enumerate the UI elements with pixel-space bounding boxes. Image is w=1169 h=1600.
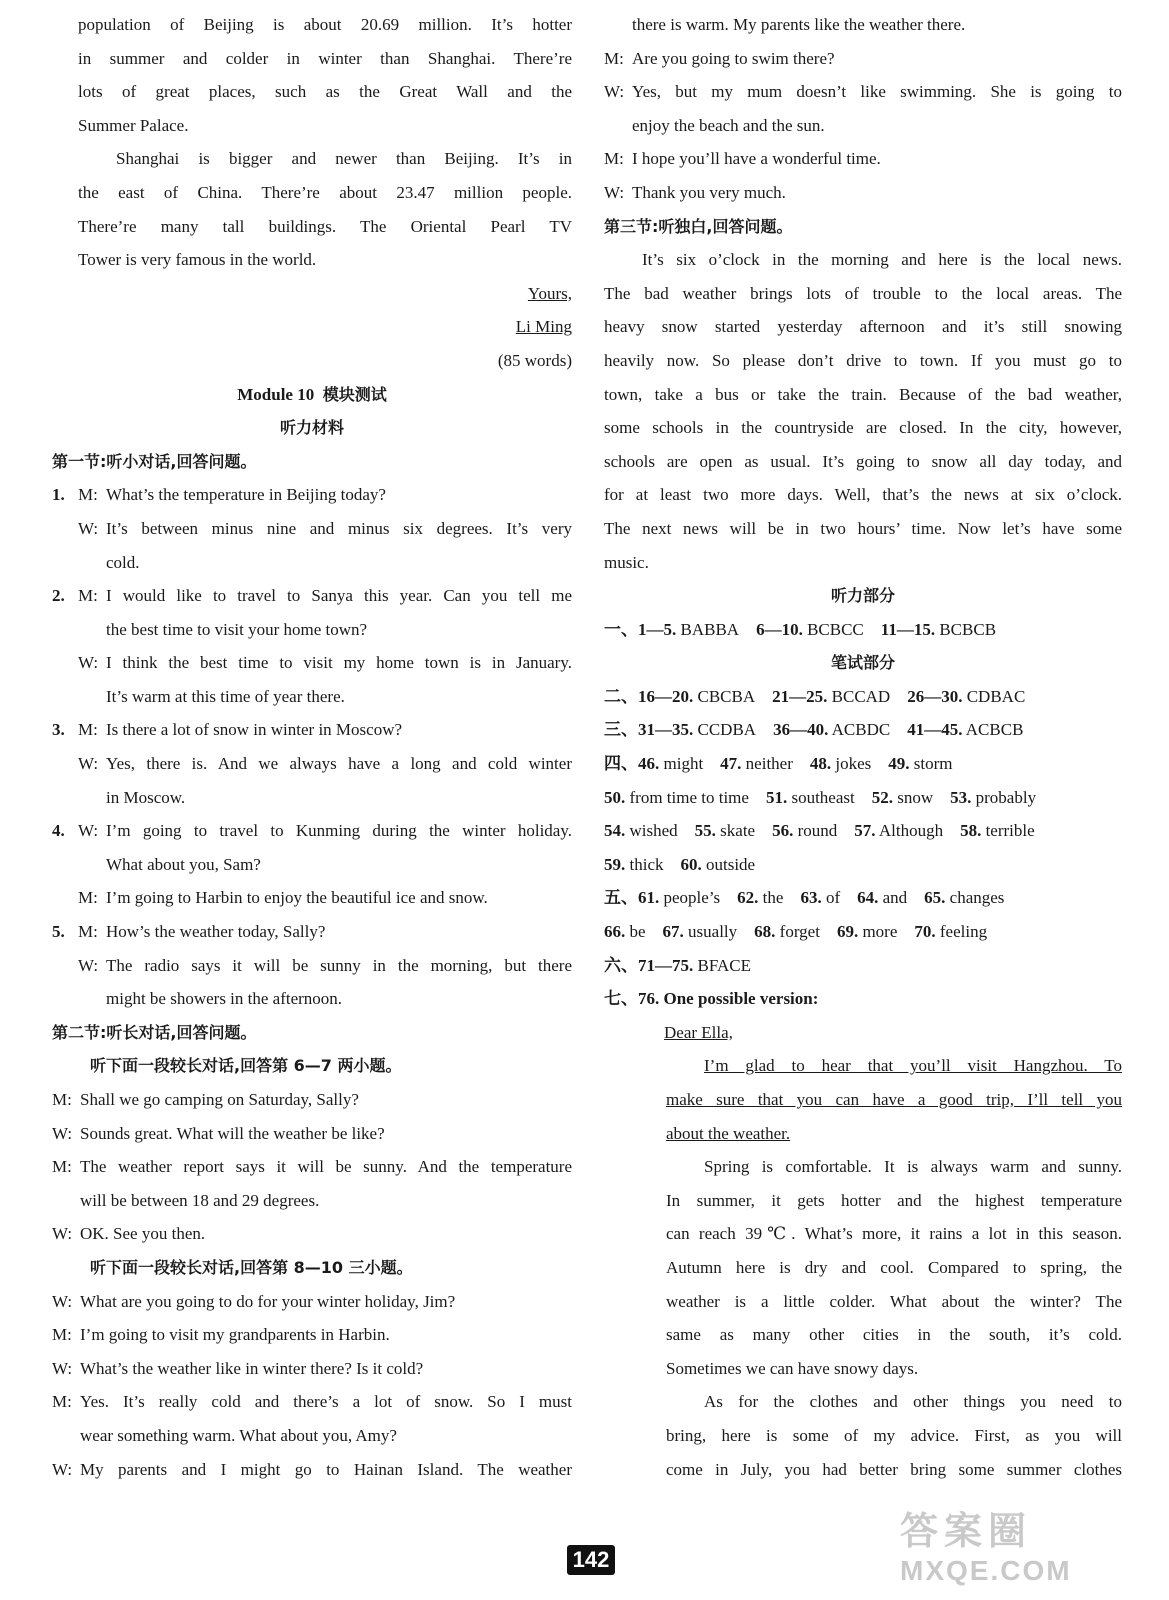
letter-line: lots of great places, such as the Great Wall and the — [78, 82, 572, 102]
listening-answers — [604, 613, 1122, 647]
section-title: 听力材料 — [279, 418, 344, 438]
answer-value: feeling — [939, 922, 988, 942]
answer-value: BABBA — [680, 619, 740, 639]
speaker-label: M: — [52, 1325, 72, 1345]
dialogue-line — [52, 1117, 572, 1151]
question-number: 4. — [52, 821, 65, 841]
answers-section-5 — [604, 881, 1122, 915]
answer-value: wished — [629, 821, 678, 841]
answer-value: outside — [706, 854, 756, 874]
dialogue-line — [52, 1150, 572, 1184]
dialogue-text: I’m going to Harbin to enjoy the beautiful ice and snow. — [106, 888, 488, 908]
dialogue-text: I’m going to visit my grandparents in Harbin. — [80, 1325, 390, 1345]
dialogue-text: will be between 18 and 29 degrees. — [80, 1190, 320, 1210]
answer-value: more — [862, 922, 898, 942]
speaker-label: M: — [52, 1157, 72, 1177]
monologue-line: heavy snow started yesterday afternoon and it’s still snowing — [604, 317, 1122, 337]
dialogue-text: How’s the weather today, Sally? — [106, 922, 326, 942]
speaker-label: W: — [78, 955, 99, 975]
dialogue-text: wear something warm. What about you, Amy? — [80, 1425, 397, 1445]
answer-label: 三、31—35. — [604, 720, 694, 740]
dialogue-line — [52, 1318, 572, 1352]
dialogue-line — [604, 176, 1122, 210]
answer-value: southeast — [791, 787, 855, 807]
answer-label: 66. — [604, 922, 626, 942]
dialogue-line — [52, 1385, 572, 1419]
letter-signature: Li Ming — [515, 317, 572, 337]
speaker-label: W: — [52, 1358, 73, 1378]
speaker-label: M: — [78, 485, 98, 505]
answer-value: BCCAD — [831, 686, 891, 706]
answer-value: CDBAC — [966, 686, 1026, 706]
answer-label: 55. — [694, 821, 716, 841]
answers-section-4 — [604, 747, 1122, 781]
dialogue-line — [52, 1083, 572, 1117]
answer-value: ACBCB — [965, 720, 1024, 740]
speaker-label: W: — [78, 821, 99, 841]
answer-value: might — [663, 754, 704, 774]
dialogue-line — [52, 713, 572, 747]
dialogue-line — [52, 1217, 572, 1251]
dialogue-text: It’s warm at this time of year there. — [106, 686, 345, 706]
speaker-label: M: — [78, 586, 98, 606]
monologue-line: The bad weather brings lots of trouble to the local areas. The — [604, 283, 1122, 303]
essay-line: can reach 39℃. What’s more, it rains a lot in this season. — [666, 1224, 1122, 1244]
essay-line: come in July, you had better bring some summer clothes — [666, 1459, 1122, 1479]
monologue-line: It’s six o’clock in the morning and here is the local news. — [642, 250, 1122, 270]
dialogue-line — [52, 1184, 572, 1218]
answers-section-3 — [604, 713, 1122, 747]
letter-line: Tower is very famous in the world. — [78, 250, 317, 270]
dialogue-line — [52, 680, 572, 714]
dialogue-text: The radio says it will be sunny in the morning, but there — [106, 955, 572, 975]
answer-value: from time to time — [629, 787, 749, 807]
dialogue-line — [52, 646, 572, 680]
answer-label: 57. — [854, 821, 876, 841]
dialogue-line — [52, 781, 572, 815]
dialogue-text: Yes, there is. And we always have a long and cold winter — [106, 754, 572, 774]
part1-heading: 第一节:听小对话,回答问题。 — [52, 451, 257, 471]
answer-label: 63. — [800, 888, 822, 908]
answer-label: 21—25. — [772, 686, 828, 706]
speaker-label: W: — [78, 653, 99, 673]
speaker-label: W: — [52, 1459, 73, 1479]
letter-line: Summer Palace. — [78, 115, 189, 135]
right-column — [604, 8, 1122, 1486]
answers-section-4 — [604, 848, 1122, 882]
answers-section-5 — [604, 915, 1122, 949]
answer-label: 41—45. — [907, 720, 963, 740]
dialogue-line — [52, 881, 572, 915]
dialogue-text: What’s the temperature in Beijing today? — [106, 485, 386, 505]
letter-closing: Yours, — [527, 283, 572, 303]
answer-label: 56. — [772, 821, 794, 841]
watermark — [900, 1500, 1140, 1590]
dialogue-line — [604, 142, 1122, 176]
essay-line: same as many other cities in the south, it’s cold. — [666, 1325, 1122, 1345]
answer-label: 四、46. — [604, 754, 660, 774]
answers-section-4 — [604, 814, 1122, 848]
monologue-line: The next news will be in two hours’ time. Now let’s have some — [604, 518, 1122, 538]
answer-value: CCDBA — [697, 720, 757, 740]
dialogue-text: It’s between minus nine and minus six degrees. It’s very — [106, 518, 572, 538]
answer-value: storm — [913, 754, 953, 774]
answer-label: 68. — [754, 922, 776, 942]
dialogue-text: What about you, Sam? — [106, 854, 261, 874]
dialogue-line — [52, 982, 572, 1016]
dialogue-text: My parents and I might go to Hainan Island. The weather — [80, 1459, 572, 1479]
answer-value: BCBCC — [807, 619, 864, 639]
essay-line: about the weather. — [666, 1123, 791, 1143]
letter-line: population of Beijing is about 20.69 million. It’s hotter — [78, 15, 572, 34]
answer-value: the — [762, 888, 784, 908]
answer-label: 一、1—5. — [604, 619, 677, 639]
answer-label: 五、61. — [604, 888, 660, 908]
speaker-label: W: — [604, 182, 625, 202]
question-number: 3. — [52, 720, 65, 740]
dialogue-text: I think the best time to visit my home town is in January. — [106, 653, 572, 673]
dialogue-line — [52, 949, 572, 983]
answer-label: 53. — [950, 787, 972, 807]
monologue-line: music. — [604, 552, 649, 572]
answer-label: 60. — [680, 854, 702, 874]
dialogue-text: I’m going to travel to Kunming during the winter holiday. — [106, 821, 572, 841]
dialogue-text: Yes. It’s really cold and there’s a lot of snow. So I must — [80, 1392, 572, 1412]
answer-value: jokes — [835, 754, 872, 774]
answer-label: 二、16—20. — [604, 686, 694, 706]
answer-label: 65. — [924, 888, 946, 908]
essay-line: weather is a little colder. What about the winter? The — [666, 1291, 1122, 1311]
speaker-label: W: — [78, 518, 99, 538]
dialogue-text: Is there a lot of snow in winter in Moscow? — [106, 720, 403, 740]
answer-label: 48. — [809, 754, 832, 774]
dialogue-text: OK. See you then. — [80, 1224, 206, 1244]
answer-label: 36—40. — [773, 720, 829, 740]
dialogue-text: Thank you very much. — [632, 182, 786, 202]
speaker-label: M: — [52, 1090, 72, 1109]
answers-section-4 — [604, 781, 1122, 815]
essay-line: In summer, it gets hotter and the highest temperature — [666, 1190, 1122, 1210]
dialogue-line — [604, 42, 1122, 76]
answer-label: 六、71—75. — [604, 955, 694, 975]
dialogue-text: Are you going to swim there? — [632, 48, 835, 68]
essay-salutation: Dear Ella, — [664, 1022, 733, 1042]
dialogue-line — [52, 579, 572, 613]
module-title-cn: 模块测试 — [322, 384, 387, 404]
answer-label: 50. — [604, 787, 626, 807]
dialogue-text: I hope you’ll have a wonderful time. — [632, 149, 881, 169]
essay-line: I’m glad to hear that you’ll visit Hangzhou. To — [704, 1056, 1122, 1076]
dialogue-text: enjoy the beach and the sun. — [632, 115, 825, 135]
answer-value: ACBDC — [831, 720, 891, 740]
monologue-line: for at least two more days. Well, that’s the news at six o’clock. — [604, 485, 1122, 505]
speaker-label: M: — [604, 48, 624, 68]
answer-label: 51. — [765, 787, 788, 807]
answer-value: snow — [897, 787, 934, 807]
answer-value: Although — [878, 821, 944, 841]
answer-value: be — [629, 922, 646, 942]
dialogue-line — [52, 478, 572, 512]
speaker-label: W: — [52, 1224, 73, 1244]
dialogue-text: in Moscow. — [106, 787, 186, 807]
question-number: 5. — [52, 922, 65, 942]
dialogue-text: cold. — [106, 552, 140, 572]
dialogue-line — [52, 1419, 572, 1453]
answer-label: 49. — [888, 754, 910, 774]
dialogue-text: there is warm. My parents like the weather there. — [632, 15, 966, 34]
long-dialogue-intro: 听下面一段较长对话,回答第 6—7 两小题。 — [90, 1056, 402, 1076]
answer-value: skate — [720, 821, 756, 841]
monologue-line: some schools in the countryside are closed. In the city, however, — [604, 418, 1122, 438]
answer-value: probably — [975, 787, 1037, 807]
dialogue-line — [52, 546, 572, 580]
answer-value: forget — [779, 922, 820, 942]
letter-line: in summer and colder in winter than Shanghai. There’re — [78, 48, 572, 68]
dialogue-text: Sounds great. What will the weather be like? — [80, 1123, 385, 1143]
speaker-label: W: — [78, 754, 99, 774]
answer-label: 62. — [737, 888, 759, 908]
answer-label: 26—30. — [907, 686, 963, 706]
answer-label: 69. — [836, 922, 859, 942]
watermark-url: MXQE.COM — [900, 1555, 1072, 1586]
essay-line: make sure that you can have a good trip, I’ll tell you — [666, 1090, 1122, 1109]
answer-value: round — [797, 821, 838, 841]
answer-label: 58. — [960, 821, 982, 841]
speaker-label: M: — [78, 720, 98, 740]
essay-line: bring, here is some of my advice. First, as you will — [666, 1425, 1122, 1445]
speaker-label: M: — [78, 922, 98, 942]
answer-label: 67. — [662, 922, 684, 942]
listening-part-title: 听力部分 — [830, 586, 895, 606]
answer-value: CBCBA — [697, 686, 756, 706]
dialogue-text: Yes, but my mum doesn’t like swimming. She is going to — [632, 82, 1122, 102]
dialogue-line — [604, 75, 1122, 109]
dialogue-line — [52, 613, 572, 647]
answer-label: 54. — [604, 821, 626, 841]
answer-value: changes — [949, 888, 1005, 908]
dialogue-line — [52, 848, 572, 882]
speaker-label: W: — [52, 1123, 73, 1143]
essay-line: Autumn here is dry and cool. Compared to spring, the — [666, 1257, 1122, 1277]
answer-value: usually — [688, 922, 738, 942]
dialogue-text: Shall we go camping on Saturday, Sally? — [80, 1090, 359, 1109]
part2-heading: 第二节:听长对话,回答问题。 — [52, 1022, 257, 1042]
monologue-line: schools are open as usual. It’s going to snow all day today, and — [604, 451, 1122, 471]
dialogue-line — [52, 814, 572, 848]
word-count: (85 words) — [497, 350, 572, 370]
essay-line: Sometimes we can have snowy days. — [666, 1358, 919, 1378]
dialogue-line — [52, 915, 572, 949]
module-title-en: Module 10 — [237, 384, 315, 404]
dialogue-text: the best time to visit your home town? — [106, 619, 368, 639]
dialogue-text: What are you going to do for your winter holiday, Jim? — [80, 1291, 456, 1311]
letter-line: There’re many tall buildings. The Oriental Pearl TV — [78, 216, 572, 236]
dialogue-text: The weather report says it will be sunny. And the temperature — [80, 1157, 572, 1177]
watermark-logo-text: 答案圈 — [900, 1511, 1033, 1553]
answer-label: 6—10. — [756, 619, 803, 639]
answer-label: 11—15. — [880, 619, 936, 639]
speaker-label: M: — [78, 888, 98, 908]
essay-line: As for the clothes and other things you need to — [704, 1392, 1122, 1412]
speaker-label: W: — [604, 82, 625, 102]
dialogue-line — [52, 512, 572, 546]
essay-line: Spring is comfortable. It is always warm and sunny. — [704, 1157, 1122, 1177]
answers-section-6 — [604, 949, 1122, 983]
dialogue-line — [52, 1352, 572, 1386]
letter-line: the east of China. There’re about 23.47 million people. — [78, 182, 572, 202]
answers-section-2 — [604, 680, 1122, 714]
answer-value: thick — [629, 854, 664, 874]
letter-line: Shanghai is bigger and newer than Beijing. It’s in — [116, 149, 572, 169]
dialogue-text: I would like to travel to Sanya this year. Can you tell me — [106, 586, 572, 606]
monologue-line: town, take a bus or take the train. Because of the bad weather, — [604, 384, 1122, 404]
dialogue-line — [604, 8, 1122, 42]
answer-value: neither — [745, 754, 793, 774]
answer-value: and — [882, 888, 908, 908]
dialogue-text: might be showers in the afternoon. — [106, 989, 343, 1009]
answer-value: BCBCB — [939, 619, 997, 639]
dialogue-text: What’s the weather like in winter there? Is it cold? — [80, 1358, 424, 1378]
answer-label: 70. — [914, 922, 936, 942]
answer-value: terrible — [985, 821, 1035, 841]
monologue-line: heavily now. So please don’t drive to town. If you must go to — [604, 350, 1122, 370]
question-number: 2. — [52, 586, 65, 606]
part3-heading: 第三节:听独白,回答问题。 — [604, 216, 793, 236]
speaker-label: M: — [52, 1392, 72, 1412]
answer-label: 64. — [857, 888, 879, 908]
question-number: 1. — [52, 485, 65, 505]
page-number: 142 — [567, 1545, 615, 1575]
written-part-title: 笔试部分 — [830, 653, 895, 673]
answer-label: 52. — [871, 787, 893, 807]
answer-value: people’s — [663, 888, 721, 908]
speaker-label: W: — [52, 1291, 73, 1311]
answer-value: BFACE — [697, 955, 752, 975]
long-dialogue-intro: 听下面一段较长对话,回答第 8—10 三小题。 — [90, 1257, 413, 1277]
answer-label: 59. — [604, 854, 626, 874]
dialogue-line — [604, 109, 1122, 143]
answers-section-7-heading: 七、76. One possible version: — [604, 989, 819, 1009]
speaker-label: M: — [604, 149, 624, 169]
module-title — [52, 378, 572, 412]
answer-label: 47. — [720, 754, 742, 774]
answer-value: of — [825, 888, 841, 908]
left-column — [52, 8, 572, 1486]
dialogue-line — [52, 1453, 572, 1487]
dialogue-line — [52, 747, 572, 781]
dialogue-line — [52, 1285, 572, 1319]
